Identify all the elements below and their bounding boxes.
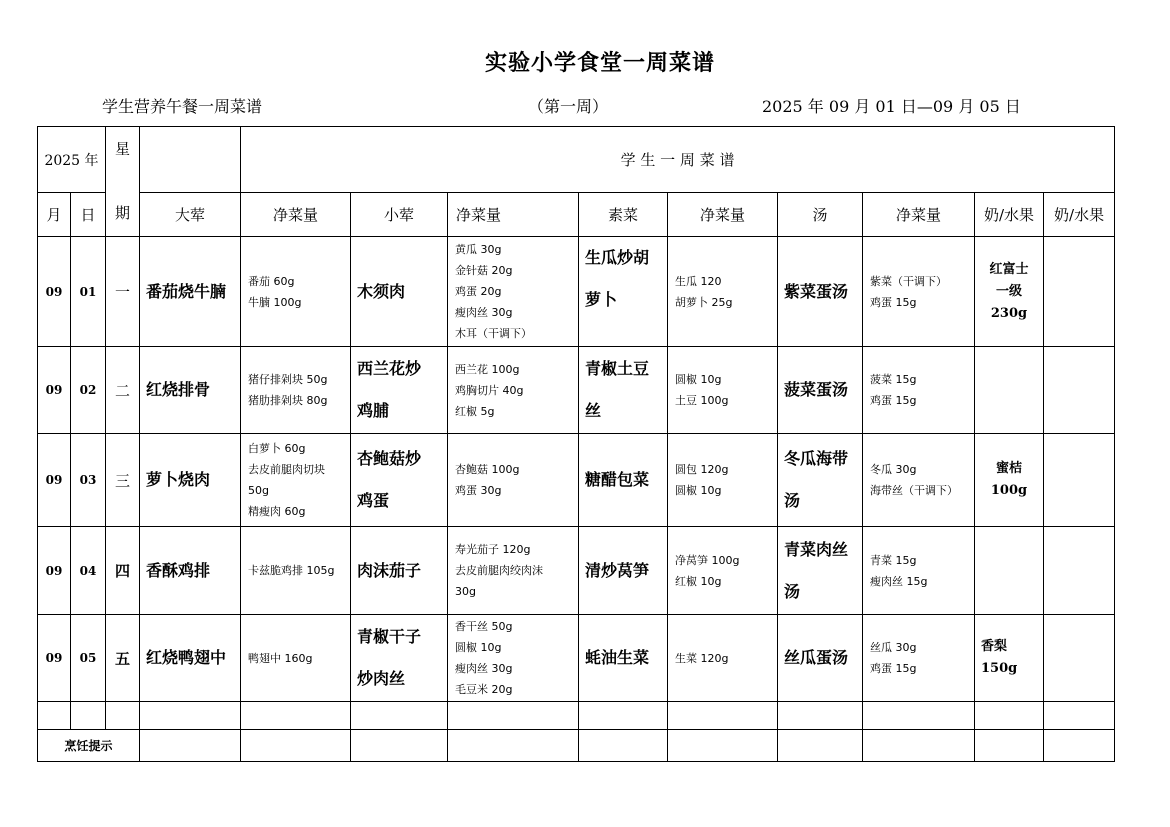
fruit-cell (975, 347, 1044, 434)
ingredient: 瘦肉丝 30g (455, 306, 513, 319)
da-hun-dish: 红烧鸭翅中 (140, 615, 241, 702)
header-month: 月 (38, 193, 71, 237)
dish-line: 冬瓜海带 (784, 449, 849, 468)
dish-line: 糖醋包菜 (585, 470, 650, 489)
ingredient: 胡萝卜 25g (675, 295, 733, 309)
header-blank (140, 127, 241, 193)
su-cai-dish (579, 615, 668, 702)
tang-ingredients (863, 527, 975, 615)
subtitle-week: （第一周） (528, 97, 609, 116)
ingredient: 圆椒 10g (675, 373, 722, 386)
ingredient: 瘦肉丝 30g (455, 662, 513, 675)
su-cai-ingredients (668, 527, 778, 615)
tang-ingredients (863, 347, 975, 434)
fruit-line: 香梨 (981, 639, 1008, 654)
header-da-hun: 大荤 (140, 193, 241, 237)
da-hun-dish: 番茄烧牛腩 (140, 237, 241, 347)
ingredient: 紫菜（干调下） (870, 274, 947, 288)
header-fruit-2: 奶/水果 (1044, 193, 1115, 237)
da-hun-ingredients (241, 237, 351, 347)
table-row (38, 347, 1115, 434)
ingredient: 黄瓜 30g (455, 243, 502, 256)
ingredient: 圆椒 10g (675, 484, 722, 497)
ingredient: 香干丝 50g (455, 620, 513, 633)
table-row (38, 434, 1115, 527)
fruit-cell-2 (1044, 434, 1115, 527)
fruit-cell-2 (1044, 527, 1115, 615)
fruit-cell (975, 527, 1044, 615)
fruit-line: 一级 (995, 283, 1022, 299)
tang-ingredients (863, 434, 975, 527)
cooking-tips-label: 烹饪提示 (38, 730, 140, 762)
empty-row (38, 702, 1115, 730)
row-weekday: 五 (106, 615, 140, 702)
ingredient: 去皮前腿肉绞肉沫 (455, 564, 543, 577)
ingredient: 白萝卜 60g (248, 442, 306, 455)
row-day: 05 (71, 615, 106, 702)
su-cai-ingredients (668, 615, 778, 702)
row-month: 09 (38, 237, 71, 347)
ingredient: 木耳（干调下） (455, 327, 532, 340)
ingredient: 精瘦肉 60g (248, 505, 306, 518)
dish-line: 生瓜炒胡 (585, 248, 650, 267)
xiao-hun-ingredients (448, 615, 579, 702)
ingredient: 金针菇 20g (455, 264, 513, 277)
menu-table (37, 126, 1115, 762)
ingredient: 红椒 5g (455, 404, 495, 418)
ingredient: 瘦肉丝 15g (870, 574, 928, 588)
dish-line: 鸡脯 (357, 401, 390, 420)
dish-line: 西兰花炒 (357, 359, 422, 378)
fruit-line: 红富士 (989, 261, 1029, 277)
tang-ingredients (863, 615, 975, 702)
ingredient: 净莴笋 100g (675, 553, 740, 567)
ingredient: 生菜 120g (675, 651, 729, 665)
su-cai-dish (579, 237, 668, 347)
ingredient: 猪肋排剁块 80g (248, 394, 328, 407)
ingredient: 圆椒 10g (455, 641, 502, 654)
subtitle-date-range: 2025 年 09 月 01 日—09 月 05 日 (762, 97, 1021, 116)
xiao-hun-ingredients (448, 347, 579, 434)
su-cai-ingredients (668, 347, 778, 434)
ingredient: 50g (248, 484, 269, 497)
header-weekday (106, 127, 140, 237)
row-weekday: 二 (106, 347, 140, 434)
ingredient: 毛豆米 20g (455, 683, 513, 696)
ingredient: 土豆 100g (675, 394, 729, 407)
dish-line: 萝卜 (585, 290, 618, 309)
header-day: 日 (71, 193, 106, 237)
dish-line: 菠菜蛋汤 (784, 380, 849, 399)
row-month: 09 (38, 434, 71, 527)
header-net-3: 净菜量 (668, 193, 778, 237)
row-weekday: 三 (106, 434, 140, 527)
ingredient: 圆包 120g (675, 463, 729, 476)
ingredient: 冬瓜 30g (870, 463, 917, 476)
su-cai-dish (579, 347, 668, 434)
dish-line: 丝瓜蛋汤 (784, 648, 849, 667)
table-row (38, 615, 1115, 702)
row-weekday: 四 (106, 527, 140, 615)
ingredient: 30g (455, 585, 476, 598)
ingredient: 杏鲍菇 100g (455, 463, 520, 476)
fruit-cell (975, 434, 1044, 527)
ingredient: 生瓜 120 (675, 274, 722, 288)
table-row (38, 237, 1115, 347)
row-month: 09 (38, 615, 71, 702)
ingredient: 鸡蛋 20g (455, 285, 502, 298)
ingredient: 鸡胸切片 40g (455, 383, 524, 397)
xiao-hun-ingredients (448, 527, 579, 615)
xiao-hun-dish (351, 347, 448, 434)
tang-dish (778, 527, 863, 615)
xiao-hun-ingredients (448, 434, 579, 527)
da-hun-dish: 香酥鸡排 (140, 527, 241, 615)
xiao-hun-ingredients (448, 237, 579, 347)
fruit-cell (975, 237, 1044, 347)
cooking-tips-row (38, 730, 1115, 762)
xiao-hun-dish (351, 527, 448, 615)
header-net-1: 净菜量 (241, 193, 351, 237)
tang-ingredients (863, 237, 975, 347)
ingredient: 菠菜 15g (870, 373, 917, 386)
row-month: 09 (38, 527, 71, 615)
da-hun-ingredients (241, 527, 351, 615)
ingredient: 寿光茄子 120g (455, 543, 531, 556)
tang-dish (778, 347, 863, 434)
ingredient: 丝瓜 30g (870, 641, 917, 654)
ingredient: 猪仔排剁块 50g (248, 373, 328, 386)
da-hun-ingredients (241, 615, 351, 702)
ingredient: 鸡蛋 15g (870, 662, 917, 675)
xiao-hun-dish (351, 237, 448, 347)
table-row (38, 527, 1115, 615)
tang-dish (778, 237, 863, 347)
ingredient: 番茄 60g (248, 274, 295, 288)
da-hun-ingredients (241, 434, 351, 527)
da-hun-ingredients (241, 347, 351, 434)
header-net-4: 净菜量 (863, 193, 975, 237)
subtitle-left: 学生营养午餐一周菜谱 (102, 97, 263, 116)
header-xiao-hun: 小荤 (351, 193, 448, 237)
dish-line: 青椒干子 (357, 627, 422, 646)
fruit-cell-2 (1044, 347, 1115, 434)
header-net-2: 净菜量 (448, 193, 579, 237)
dish-line: 肉沫茄子 (357, 560, 422, 580)
ingredient: 鸡蛋 15g (870, 394, 917, 407)
dish-line: 清炒莴笋 (585, 560, 650, 580)
dish-line: 汤 (784, 491, 801, 510)
dish-line: 丝 (585, 401, 602, 420)
dish-line: 木须肉 (357, 281, 406, 301)
ingredient: 鸡蛋 15g (870, 295, 917, 309)
ingredient: 西兰花 100g (455, 362, 520, 376)
su-cai-dish (579, 527, 668, 615)
header-tang: 汤 (778, 193, 863, 237)
page-title: 实验小学食堂一周菜谱 (484, 50, 715, 76)
xiao-hun-dish (351, 434, 448, 527)
row-weekday: 一 (106, 237, 140, 347)
header-fruit-1: 奶/水果 (975, 193, 1044, 237)
su-cai-ingredients (668, 434, 778, 527)
ingredient: 青菜 15g (870, 553, 917, 567)
ingredient: 海带丝（干调下） (870, 484, 958, 497)
dish-line: 鸡蛋 (357, 491, 390, 510)
header-span-title: 学 生 一 周 菜 谱 (241, 127, 1115, 193)
fruit-line: 230g (990, 305, 1028, 321)
header-su-cai: 素菜 (579, 193, 668, 237)
dish-line: 紫菜蛋汤 (784, 281, 849, 301)
ingredient: 去皮前腿肉切块 (248, 463, 325, 476)
fruit-line: 150g (981, 661, 1018, 676)
da-hun-dish: 红烧排骨 (140, 347, 241, 434)
xiao-hun-dish (351, 615, 448, 702)
header-weekday-bottom: 期 (114, 204, 130, 222)
header-year: 2025 年 (38, 127, 106, 193)
su-cai-dish (579, 434, 668, 527)
row-day: 01 (71, 237, 106, 347)
tang-dish (778, 434, 863, 527)
row-day: 04 (71, 527, 106, 615)
fruit-line: 蜜桔 (995, 461, 1022, 476)
row-month: 09 (38, 347, 71, 434)
row-day: 02 (71, 347, 106, 434)
dish-line: 汤 (784, 581, 801, 601)
header-weekday-top: 星 (114, 140, 130, 158)
ingredient: 红椒 10g (675, 574, 722, 588)
dish-line: 杏鲍菇炒 (357, 449, 422, 468)
dish-line: 青椒土豆 (585, 359, 650, 378)
ingredient: 卡兹脆鸡排 105g (248, 564, 335, 577)
ingredient: 牛腩 100g (248, 295, 302, 309)
fruit-cell (975, 615, 1044, 702)
dish-line: 青菜肉丝 (784, 539, 849, 559)
ingredient: 鸡蛋 30g (455, 484, 502, 497)
dish-line: 炒肉丝 (357, 669, 406, 688)
dish-line: 蚝油生菜 (585, 648, 650, 667)
fruit-cell-2 (1044, 237, 1115, 347)
su-cai-ingredients (668, 237, 778, 347)
fruit-cell-2 (1044, 615, 1115, 702)
row-day: 03 (71, 434, 106, 527)
da-hun-dish: 萝卜烧肉 (140, 434, 241, 527)
tang-dish (778, 615, 863, 702)
fruit-line: 100g (990, 483, 1028, 498)
ingredient: 鸭翅中 160g (248, 651, 313, 665)
